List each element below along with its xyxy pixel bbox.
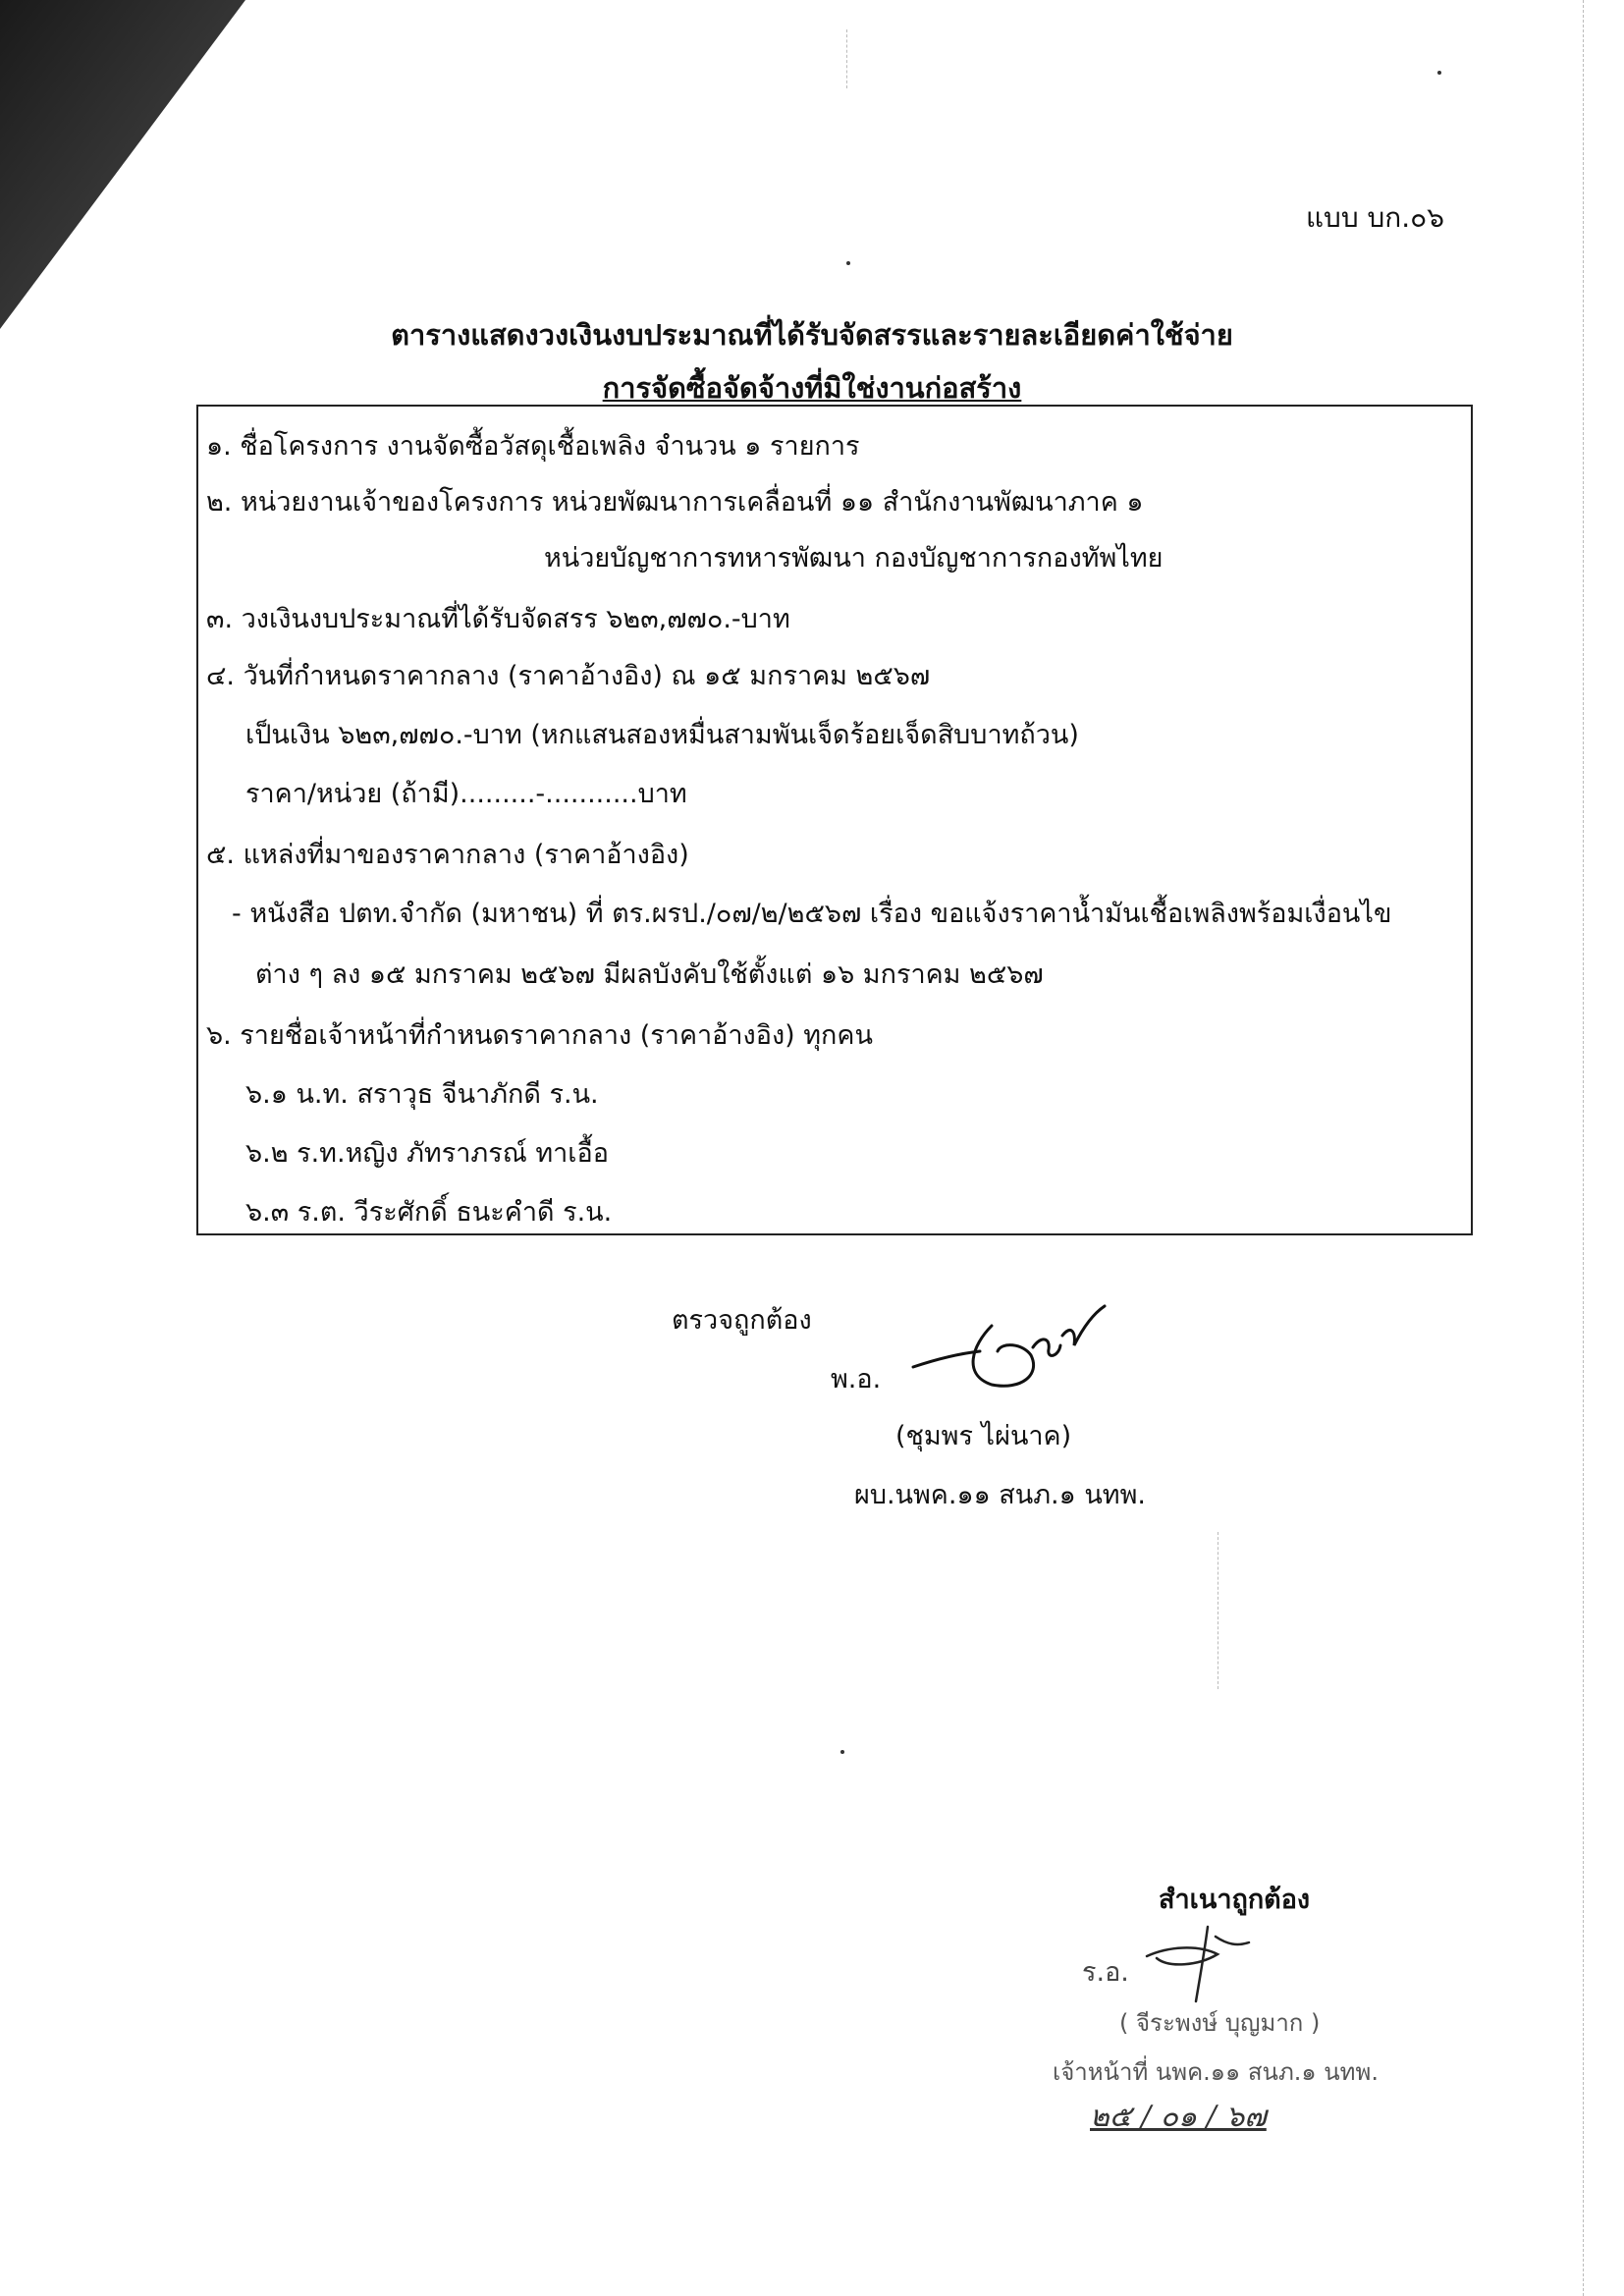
document-title: ตารางแสดงวงเงินงบประมาณที่ได้รับจัดสรรและรายละเอียดค่าใช้จ่าย (391, 318, 1233, 352)
item-5-price-source: ๕. แหล่งที่มาของราคากลาง (ราคาอ้างอิง) (206, 840, 689, 870)
scan-artifact-line (846, 29, 848, 88)
item-5-source-doc: - หนังสือ ปตท.จำกัด (มหาชน) ที่ ตร.ผรป./๐๗/๒/๒๕๖๗ เรื่อง ขอแจ้งราคาน้ำมันเชื้อเพลิงพร้อมเงื่อนไข (232, 899, 1392, 929)
verifier-rank: พ.อ. (831, 1364, 882, 1394)
form-code: แบบ บก.๐๖ (1306, 201, 1444, 234)
item-5-source-doc-cont: ต่าง ๆ ลง ๑๕ มกราคม ๒๕๖๗ มีผลบังคับใช้ตั้งแต่ ๑๖ มกราคม ๒๕๖๗ (255, 959, 1044, 990)
verified-label: ตรวจถูกต้อง (672, 1305, 812, 1336)
document-subtitle: การจัดซื้อจัดจ้างที่มิใช่งานก่อสร้าง (602, 371, 1022, 405)
certifier-rank: ร.อ. (1082, 1957, 1129, 1988)
item-4-reference-date: ๔. วันที่กำหนดราคากลาง (ราคาอ้างอิง) ณ ๑๕ มกราคม ๒๕๖๗ (206, 661, 931, 691)
item-6-committee: ๖. รายชื่อเจ้าหน้าที่กำหนดราคากลาง (ราคาอ้างอิง) ทุกคน (206, 1020, 873, 1051)
item-4-amount: เป็นเงิน ๖๒๓,๗๗๐.-บาท (หกแสนสองหมื่นสามพันเจ็ดร้อยเจ็ดสิบบาทถ้วน) (245, 720, 1079, 750)
item-2-owner-unit-cont: หน่วยบัญชาการทหารพัฒนา กองบัญชาการกองทัพไทย (544, 543, 1164, 574)
certifier-signature (1139, 1917, 1257, 2005)
certifier-position: เจ้าหน้าที่ นพค.๑๑ สนภ.๑ นทพ. (1053, 2058, 1379, 2086)
committee-member-2: ๖.๒ ร.ท.หญิง ภัทราภรณ์ ทาเอื้อ (245, 1138, 609, 1169)
certified-copy-label: สำเนาถูกต้อง (1159, 1885, 1311, 1915)
item-4-unit-price: ราคา/หน่วย (ถ้ามี).........-...........บาท (245, 779, 687, 809)
item-2-owner-unit: ๒. หน่วยงานเจ้าของโครงการ หน่วยพัฒนาการเคลื่อนที่ ๑๑ สำนักงานพัฒนาภาค ๑ (206, 487, 1144, 518)
scan-artifact-line (1218, 1532, 1219, 1689)
certified-date: ๒๕ / ๐๑ / ๖๗ (1090, 2100, 1267, 2134)
certifier-name: ( จีระพงษ์ บุญมาก ) (1119, 2009, 1321, 2037)
details-box (196, 405, 1473, 1235)
item-3-budget: ๓. วงเงินงบประมาณที่ได้รับจัดสรร ๖๒๓,๗๗๐.-บาท (206, 604, 790, 634)
verifier-position: ผบ.นพค.๑๑ สนภ.๑ นทพ. (854, 1480, 1146, 1510)
verifier-name: (ชุมพร ไผ่นาค) (895, 1421, 1072, 1451)
item-1-project-name: ๑. ชื่อโครงการ งานจัดซื้อวัสดุเชื้อเพลิง จำนวน ๑ รายการ (206, 431, 860, 462)
verifier-signature (903, 1296, 1119, 1404)
scan-speck (846, 261, 850, 265)
committee-member-3: ๖.๓ ร.ต. วีระศักดิ์ ธนะคำดี ร.น. (245, 1197, 613, 1228)
committee-member-1: ๖.๑ น.ท. สราวุธ จีนาภักดี ร.น. (245, 1079, 599, 1110)
scan-speck (1437, 71, 1441, 75)
scan-speck (840, 1750, 844, 1754)
scan-corner-shadow (0, 0, 255, 334)
